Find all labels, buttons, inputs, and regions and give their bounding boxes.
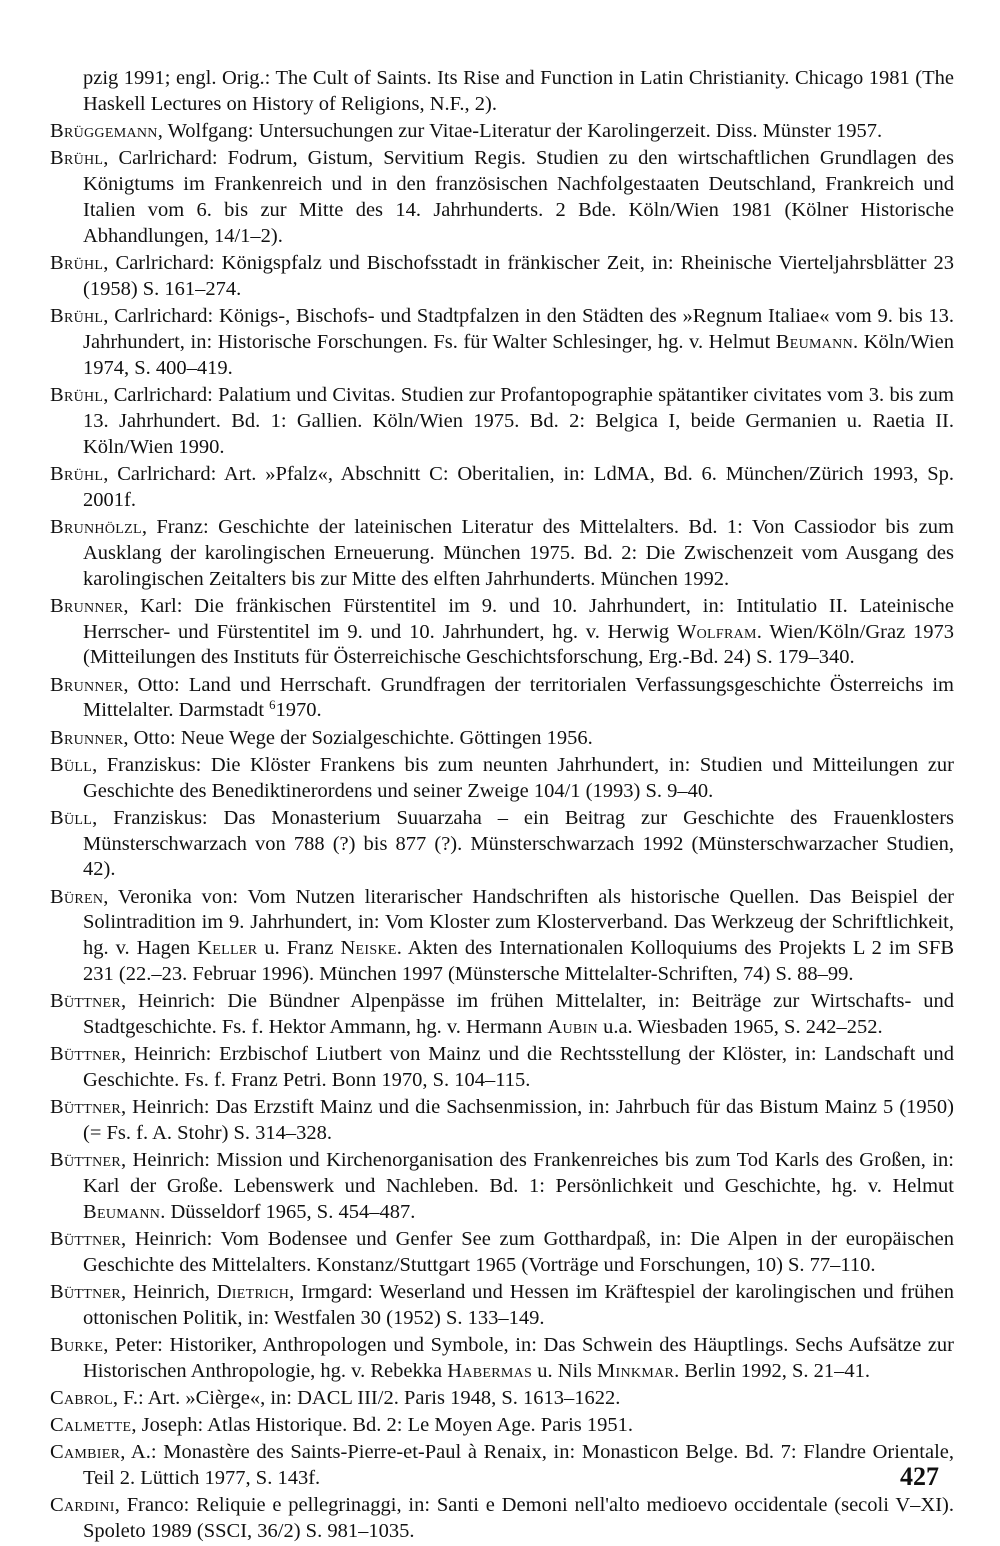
- bibliography-entry: [50, 1413, 954, 1439]
- bibliography-entry: [50, 1493, 954, 1545]
- entry-text: u.a. Wiesbaden 1965, S. 242–252.: [597, 1016, 883, 1039]
- entry-author: Büttner: [50, 1043, 121, 1066]
- entry-editor: Wolfram: [676, 620, 757, 643]
- bibliography-entry: [50, 989, 954, 1041]
- entry-editor: Beumann: [775, 330, 853, 353]
- entry-text: , Carlrichard: Fodrum, Gistum, Servitium Regis. Studien zu den wirtschaftlichen Grundlagen des Königtums im Frankenreich und in den französischen Nachfolgestaaten Deutschland, Frankreich und Italien vom 6. bis zur Mitte des 14. Jahrhunderts. 2 Bde. Köln/Wien 1981 (Kölner Historische Abhandlungen, 14/1–2).: [83, 147, 954, 247]
- entry-author: Büll: [50, 806, 93, 829]
- entry-text: , Heinrich: Die Bündner Alpenpässe im frühen Mittelalter, in: Beiträge zur Wirtschafts- und Stadtgeschichte. Fs. f. Hektor Ammann, hg. v. Hermann: [83, 990, 954, 1039]
- entry-author: Büll: [50, 753, 93, 776]
- entry-text: , Otto: Neue Wege der Sozialgeschichte. Göttingen 1956.: [123, 726, 593, 749]
- entry-text: . Wien/Köln/Graz 1973 (Mitteilungen des Instituts für Österreichische Geschichtsforschung, Erg.-Bd. 24) S. 179–340.: [83, 620, 954, 669]
- entry-text: , Otto: Land und Herrschaft. Grundfragen der territorialen Verfassungsgeschichte Österreichs im Mittelalter. Darmstadt: [83, 673, 954, 722]
- entry-text: , Veronika von: Vom Nutzen literarischer Handschriften als historische Quellen. Das Beispiel der Solintradition im 9. Jahrhundert, in: Vom Kloster zum Klosterverband. Das Werkzeug der Schriftlichkeit, hg. v. Hagen: [83, 885, 954, 960]
- page-number: 427: [900, 1462, 939, 1491]
- entry-author: Cabrol: [50, 1387, 113, 1410]
- entry-editor: Beumann: [83, 1201, 161, 1224]
- bibliography-entry: [50, 753, 954, 805]
- bibliography-entry: [50, 1280, 954, 1332]
- entry-author: Brüggemann: [50, 120, 158, 142]
- entry-editor: Neiske: [340, 937, 397, 960]
- entry-editor: Keller: [197, 937, 258, 960]
- entry-author: Brunner: [50, 726, 124, 749]
- bibliography-entry: [50, 383, 954, 461]
- entry-author: Büttner: [50, 1149, 121, 1172]
- bibliography-entry: [50, 462, 954, 514]
- entry-author: Büttner: [50, 1281, 121, 1304]
- entry-text: , A.: Monastère des Saints-Pierre-et-Paul à Renaix, in: Monasticon Belge. Bd. 7: Flandre Orientale, Teil 2. Lüttich 1977, S. 143f.: [83, 1441, 954, 1490]
- bibliography-entry: [50, 673, 954, 725]
- entry-text: u. Franz: [257, 937, 341, 960]
- entry-author: Brühl: [50, 462, 104, 485]
- entry-coauthor: Dietrich: [216, 1281, 290, 1304]
- bibliography-entry: [50, 515, 954, 593]
- entry-editor: Habermas: [447, 1360, 533, 1383]
- entry-text: , Peter: Historiker, Anthropologen und Symbole, in: Das Schwein des Häuptlings. Sechs Aufsätze zur Historischen Anthropologie, hg. v. Rebekka: [83, 1334, 954, 1383]
- entry-text: . Düsseldorf 1965, S. 454–487.: [160, 1201, 416, 1224]
- edition-superscript: 6: [269, 698, 276, 713]
- entry-text: , Carlrichard: Palatium und Civitas. Studien zur Profantopographie spätantiker civitates vom 3. bis zum 13. Jahrhundert. Bd. 1: Gallien. Köln/Wien 1975. Bd. 2: Belgica I, beide Germanien u. Raetia II. Köln/Wien 1990.: [83, 383, 954, 458]
- entry-text: , Carlrichard: Königs-, Bischofs- und Stadtpfalzen in den Städten des »Regnum Italiae« vom 9. bis 13. Jahrhundert, in: Historische Forschungen. Fs. für Walter Schlesinger, hg. v. Helmut: [83, 304, 954, 353]
- entry-author: Büren: [50, 885, 104, 908]
- entry-author: Büttner: [50, 1096, 121, 1119]
- continuation-entry: pzig 1991; engl. Orig.: The Cult of Saints. Its Rise and Function in Latin Christianity. Chicago 1981 (The Haskell Lectures on History of Religions, N.F., 2).: [83, 67, 954, 115]
- entry-text: , Irmgard: Weserland und Hessen im Kräftespiel der karolingischen und frühen ottonischen Politik, in: Westfalen 30 (1952) S. 133–149.: [83, 1281, 954, 1330]
- entry-text: u. Nils: [532, 1360, 598, 1383]
- entry-text: , Heinrich: Mission und Kirchenorganisation des Frankenreiches bis zum Tod Karls des Großen, in: Karl der Große. Lebenswerk und Nachleben. Bd. 1: Persönlichkeit und Geschichte, hg. v. Helmut: [83, 1149, 954, 1198]
- entry-author: Calmette: [50, 1414, 132, 1437]
- bibliography-entry: [50, 119, 954, 145]
- entry-text: , Carlrichard: Art. »Pfalz«, Abschnitt C: Oberitalien, in: LdMA, Bd. 6. München/Zürich 1993, Sp. 2001f.: [83, 462, 954, 511]
- bibliography-entry: [50, 1148, 954, 1226]
- entry-author: Büttner: [50, 1228, 121, 1251]
- entry-text: , Franziskus: Die Klöster Frankens bis zum neunten Jahrhundert, in: Studien und Mitteilungen zur Geschichte des Benediktinerordens und seiner Zweige 104/1 (1993) S. 9–40.: [83, 753, 954, 802]
- entry-author: Brühl: [50, 147, 104, 170]
- entry-text: , Wolfgang: Untersuchungen zur Vitae-Literatur der Karolingerzeit. Diss. Münster 1957.: [157, 120, 883, 142]
- entry-author: Cardini: [50, 1494, 115, 1517]
- entry-text: , Heinrich: Vom Bodensee und Genfer See zum Gotthardpaß, in: Die Alpen in der europäischen Geschichte des Mittelalters. Konstanz/Stuttgart 1965 (Vorträge und Forschungen, 10) S. 77–110.: [83, 1228, 954, 1277]
- entry-author: Büttner: [50, 990, 121, 1013]
- entry-text: . Köln/Wien 1974, S. 400–419.: [83, 330, 954, 379]
- entry-text: , Franziskus: Das Monasterium Suuarzaha – ein Beitrag zur Geschichte des Frauenklosters Münsterschwarzach von 788 (?) bis 877 (?). Münsterschwarzach 1992 (Münsterschwarzacher Studien, 42).: [83, 806, 954, 881]
- bibliography-entry: [50, 1042, 954, 1094]
- bibliography-entry: [50, 1227, 954, 1279]
- entry-editor: Minkmar: [597, 1360, 675, 1383]
- bibliography-entry: [50, 304, 954, 382]
- entry-text: , Heinrich: Erzbischof Liutbert von Mainz und die Rechtsstellung der Klöster, in: Landschaft und Geschichte. Fs. f. Franz Petri. Bonn 1970, S. 104–115.: [83, 1043, 954, 1092]
- entry-author: Cambier: [50, 1441, 121, 1464]
- entry-author: Brunner: [50, 673, 124, 696]
- entry-text: . Berlin 1992, S. 21–41.: [674, 1360, 871, 1383]
- entry-author: Brunner: [50, 594, 124, 617]
- entry-text: , Franco: Reliquie e pellegrinaggi, in: Santi e Demoni nell'alto medioevo occidentale (secoli V–XI). Spoleto 1989 (SSCI, 36/2) S. 981–1035.: [83, 1494, 954, 1543]
- bibliography-entry: [50, 146, 954, 250]
- entry-author: Brunhölzl: [50, 515, 142, 538]
- entry-editor: Aubin: [547, 1016, 598, 1039]
- entry-text: , Carlrichard: Königspfalz und Bischofsstadt in fränkischer Zeit, in: Rheinische Vierteljahrsblätter 23 (1958) S. 161–274.: [83, 251, 954, 300]
- entry-text: , Franz: Geschichte der lateinischen Literatur des Mittelalters. Bd. 1: Von Cassiodor bis zum Ausklang der karolingischen Erneuerung. München 1975. Bd. 2: Die Zwischenzeit vom Ausgang des karolingischen Zeitalters bis zur Mitte des elften Jahrhunderts. München 1992.: [83, 515, 954, 590]
- bibliography-entry: [50, 1440, 954, 1492]
- entry-text: , Heinrich: Das Erzstift Mainz und die Sachsenmission, in: Jahrbuch für das Bistum Mainz 5 (1950) (= Fs. f. A. Stohr) S. 314–328.: [83, 1096, 954, 1145]
- bibliography-entry: [50, 1333, 954, 1385]
- entry-text: 1970.: [275, 699, 322, 722]
- entry-text: , Heinrich,: [121, 1281, 217, 1304]
- bibliography-entry: [50, 1095, 954, 1147]
- entry-text: , Joseph: Atlas Historique. Bd. 2: Le Moyen Age. Paris 1951.: [131, 1414, 634, 1437]
- entry-text: , Karl: Die fränkischen Fürstentitel im 9. und 10. Jahrhundert, in: Intitulatio II. Lateinische Herrscher- und Fürstentitel im 9. und 10. Jahrhundert, hg. v. Herwig: [83, 594, 954, 643]
- bibliography-entry: [50, 1386, 954, 1412]
- bibliography-entry: [50, 251, 954, 303]
- bibliography-entry: [50, 885, 954, 989]
- bibliography-entry: [50, 726, 954, 752]
- entry-author: Burke: [50, 1334, 104, 1357]
- entry-author: Brühl: [50, 383, 104, 406]
- bibliography-entry: [50, 806, 954, 884]
- entry-text: . Akten des Internationalen Kolloquiums des Projekts L 2 im SFB 231 (22.–23. Februar 1996). München 1997 (Münstersche Mittelalter-Schriften, 74) S. 88–99.: [83, 937, 955, 986]
- entry-author: Brühl: [50, 304, 104, 327]
- bibliography-entry: [50, 594, 954, 672]
- entry-text: , F.: Art. »Cièrge«, in: DACL III/2. Paris 1948, S. 1613–1622.: [112, 1387, 621, 1410]
- bibliography-page: [50, 66, 954, 1546]
- entry-author: Brühl: [50, 251, 104, 274]
